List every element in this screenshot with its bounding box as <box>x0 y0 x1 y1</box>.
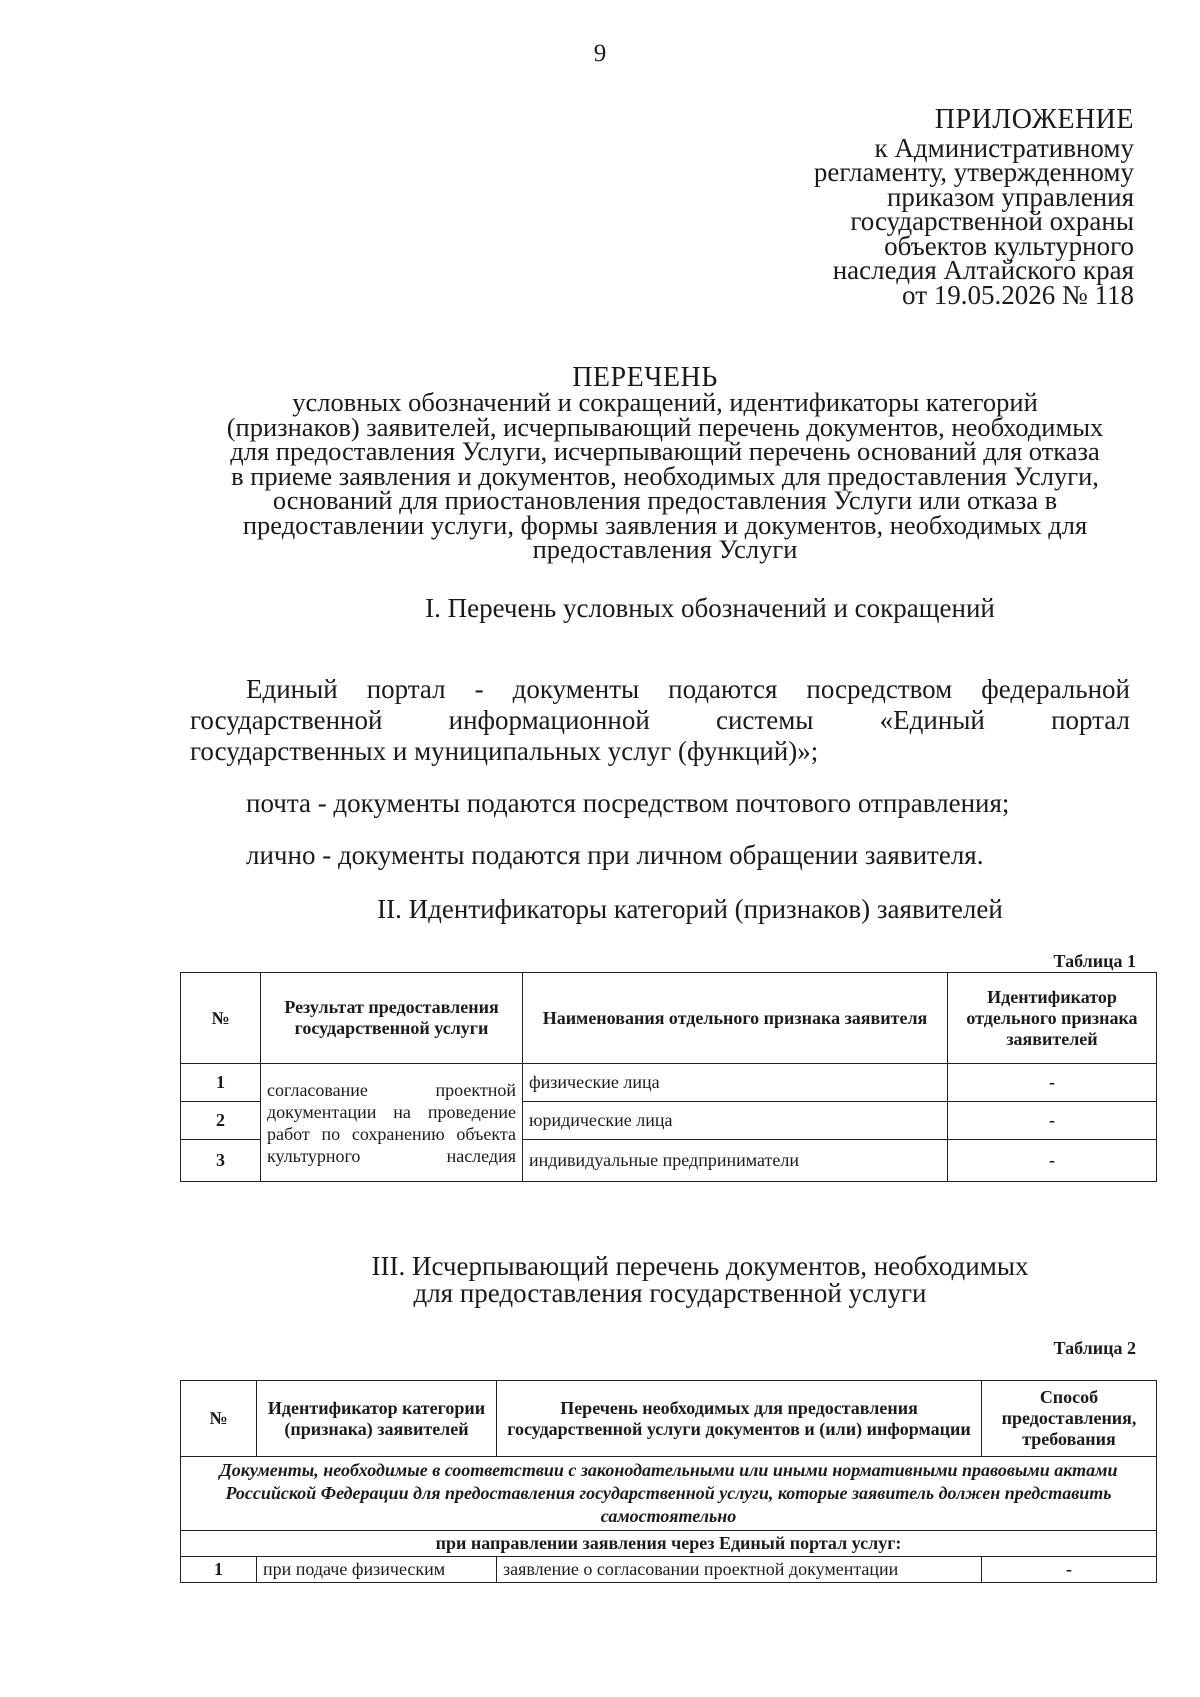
attribute-name: физические лица <box>523 1064 948 1102</box>
result-cell: согласование проектной документации на проведение работ по сохранению объекта культурного наследия <box>261 1064 523 1182</box>
table-header-row <box>181 1381 1157 1457</box>
table-header-row <box>181 973 1157 1064</box>
attribute-id: - <box>948 1102 1157 1140</box>
column-header: № <box>181 973 261 1064</box>
column-header: Наименования отдельного признака заявителя <box>523 973 948 1064</box>
paragraph-line: государственной информационной системы «Единый портал <box>190 705 1130 735</box>
appendix-line: к Административному <box>874 132 1134 163</box>
document-cell: заявление о согласовании проектной документации <box>497 1557 982 1583</box>
paragraph-line: Единый портал - документы подаются посредством федеральной <box>246 674 1130 704</box>
page-number: 9 <box>593 40 607 67</box>
table-2 <box>180 1380 1157 1583</box>
table-row <box>181 1557 1157 1583</box>
appendix-line: от 19.05.2026 № 118 <box>902 279 1134 310</box>
appendix-line: регламенту, утвержденному <box>813 157 1134 187</box>
table-row <box>181 1064 1157 1102</box>
column-header: Идентификатор категории (признака) заявителей <box>257 1381 497 1457</box>
attribute-name: индивидуальные предприниматели <box>523 1140 948 1182</box>
subtitle-line: для предоставления Услуги, исчерпывающий перечень оснований для отказа <box>230 436 1100 466</box>
document-subtitle <box>170 387 1160 564</box>
paragraph-line: государственных и муниципальных услуг (функций)»; <box>190 736 819 766</box>
attribute-id: - <box>948 1140 1157 1182</box>
heading-line: для предоставления государственной услуги <box>413 1278 927 1308</box>
subtitle-line: предоставлении услуги, формы заявления и документов, необходимых для <box>242 509 1088 540</box>
column-header: Способ предоставления, требования <box>982 1381 1157 1457</box>
paragraph-personal: лично - документы подаются при личном обращении заявителя. <box>246 840 984 870</box>
column-header: № <box>181 1381 257 1457</box>
table-2-caption: Таблица 2 <box>1053 1338 1136 1358</box>
attribute-name: юридические лица <box>523 1102 948 1140</box>
row-number: 3 <box>181 1140 261 1182</box>
appendix-line: государственной охраны <box>850 206 1134 236</box>
appendix-line: приказом управления <box>886 181 1134 212</box>
subtitle-line: предоставления Услуги <box>532 534 798 564</box>
appendix-block <box>813 104 1134 310</box>
column-header: Перечень необходимых для предоставления государственной услуги документов и (или) информации <box>497 1381 982 1457</box>
appendix-line: объектов культурного <box>884 230 1134 261</box>
paragraph-mail: почта - документы подаются посредством почтового отправления; <box>246 788 1010 818</box>
table-1-caption: Таблица 1 <box>1053 951 1136 971</box>
row-number: 1 <box>181 1557 257 1583</box>
category-cell: при подаче физическим <box>257 1557 497 1583</box>
heading-line: III. Исчерпывающий перечень документов, необходимых <box>371 1251 1029 1281</box>
table-1 <box>180 972 1157 1182</box>
column-header: Результат предоставления государственной услуги <box>261 973 523 1064</box>
paragraph-single-portal <box>190 674 1130 767</box>
appendix-line: наследия Алтайского края <box>832 255 1134 285</box>
section-1-heading: I. Перечень условных обозначений и сокращений <box>425 593 995 623</box>
row-number: 2 <box>181 1102 261 1140</box>
table-row <box>181 1457 1157 1531</box>
attribute-id: - <box>948 1064 1157 1102</box>
document-title: ПЕРЕЧЕНЬ <box>572 362 718 393</box>
section-3-heading <box>300 1253 1100 1307</box>
portal-submission-row: при направлении заявления через Единый портал услуг: <box>181 1531 1157 1557</box>
table-row <box>181 1531 1157 1557</box>
column-header: Идентификатор отдельного признака заявителей <box>948 973 1157 1064</box>
subtitle-line: оснований для приостановления предоставления Услуги или отказа в <box>272 485 1058 515</box>
subtitle-line: в приеме заявления и документов, необходимых для предоставления Услуги, <box>231 460 1099 491</box>
merged-italic-row: Документы, необходимые в соответствии с законодательными или иными нормативными правовыми актами Российской Федерации для предоставления государственной услуги, которые заявитель должен представить самостоятельно <box>181 1457 1157 1531</box>
appendix-title: ПРИЛОЖЕНИЕ <box>934 104 1134 135</box>
row-number: 1 <box>181 1064 261 1102</box>
section-2-heading: II. Идентификаторы категорий (признаков) заявителей <box>377 894 1003 924</box>
subtitle-line: условных обозначений и сокращений, идентификаторы категорий <box>292 387 1038 417</box>
method-cell: - <box>982 1557 1157 1583</box>
subtitle-line: (признаков) заявителей, исчерпывающий перечень документов, необходимых <box>226 411 1104 442</box>
